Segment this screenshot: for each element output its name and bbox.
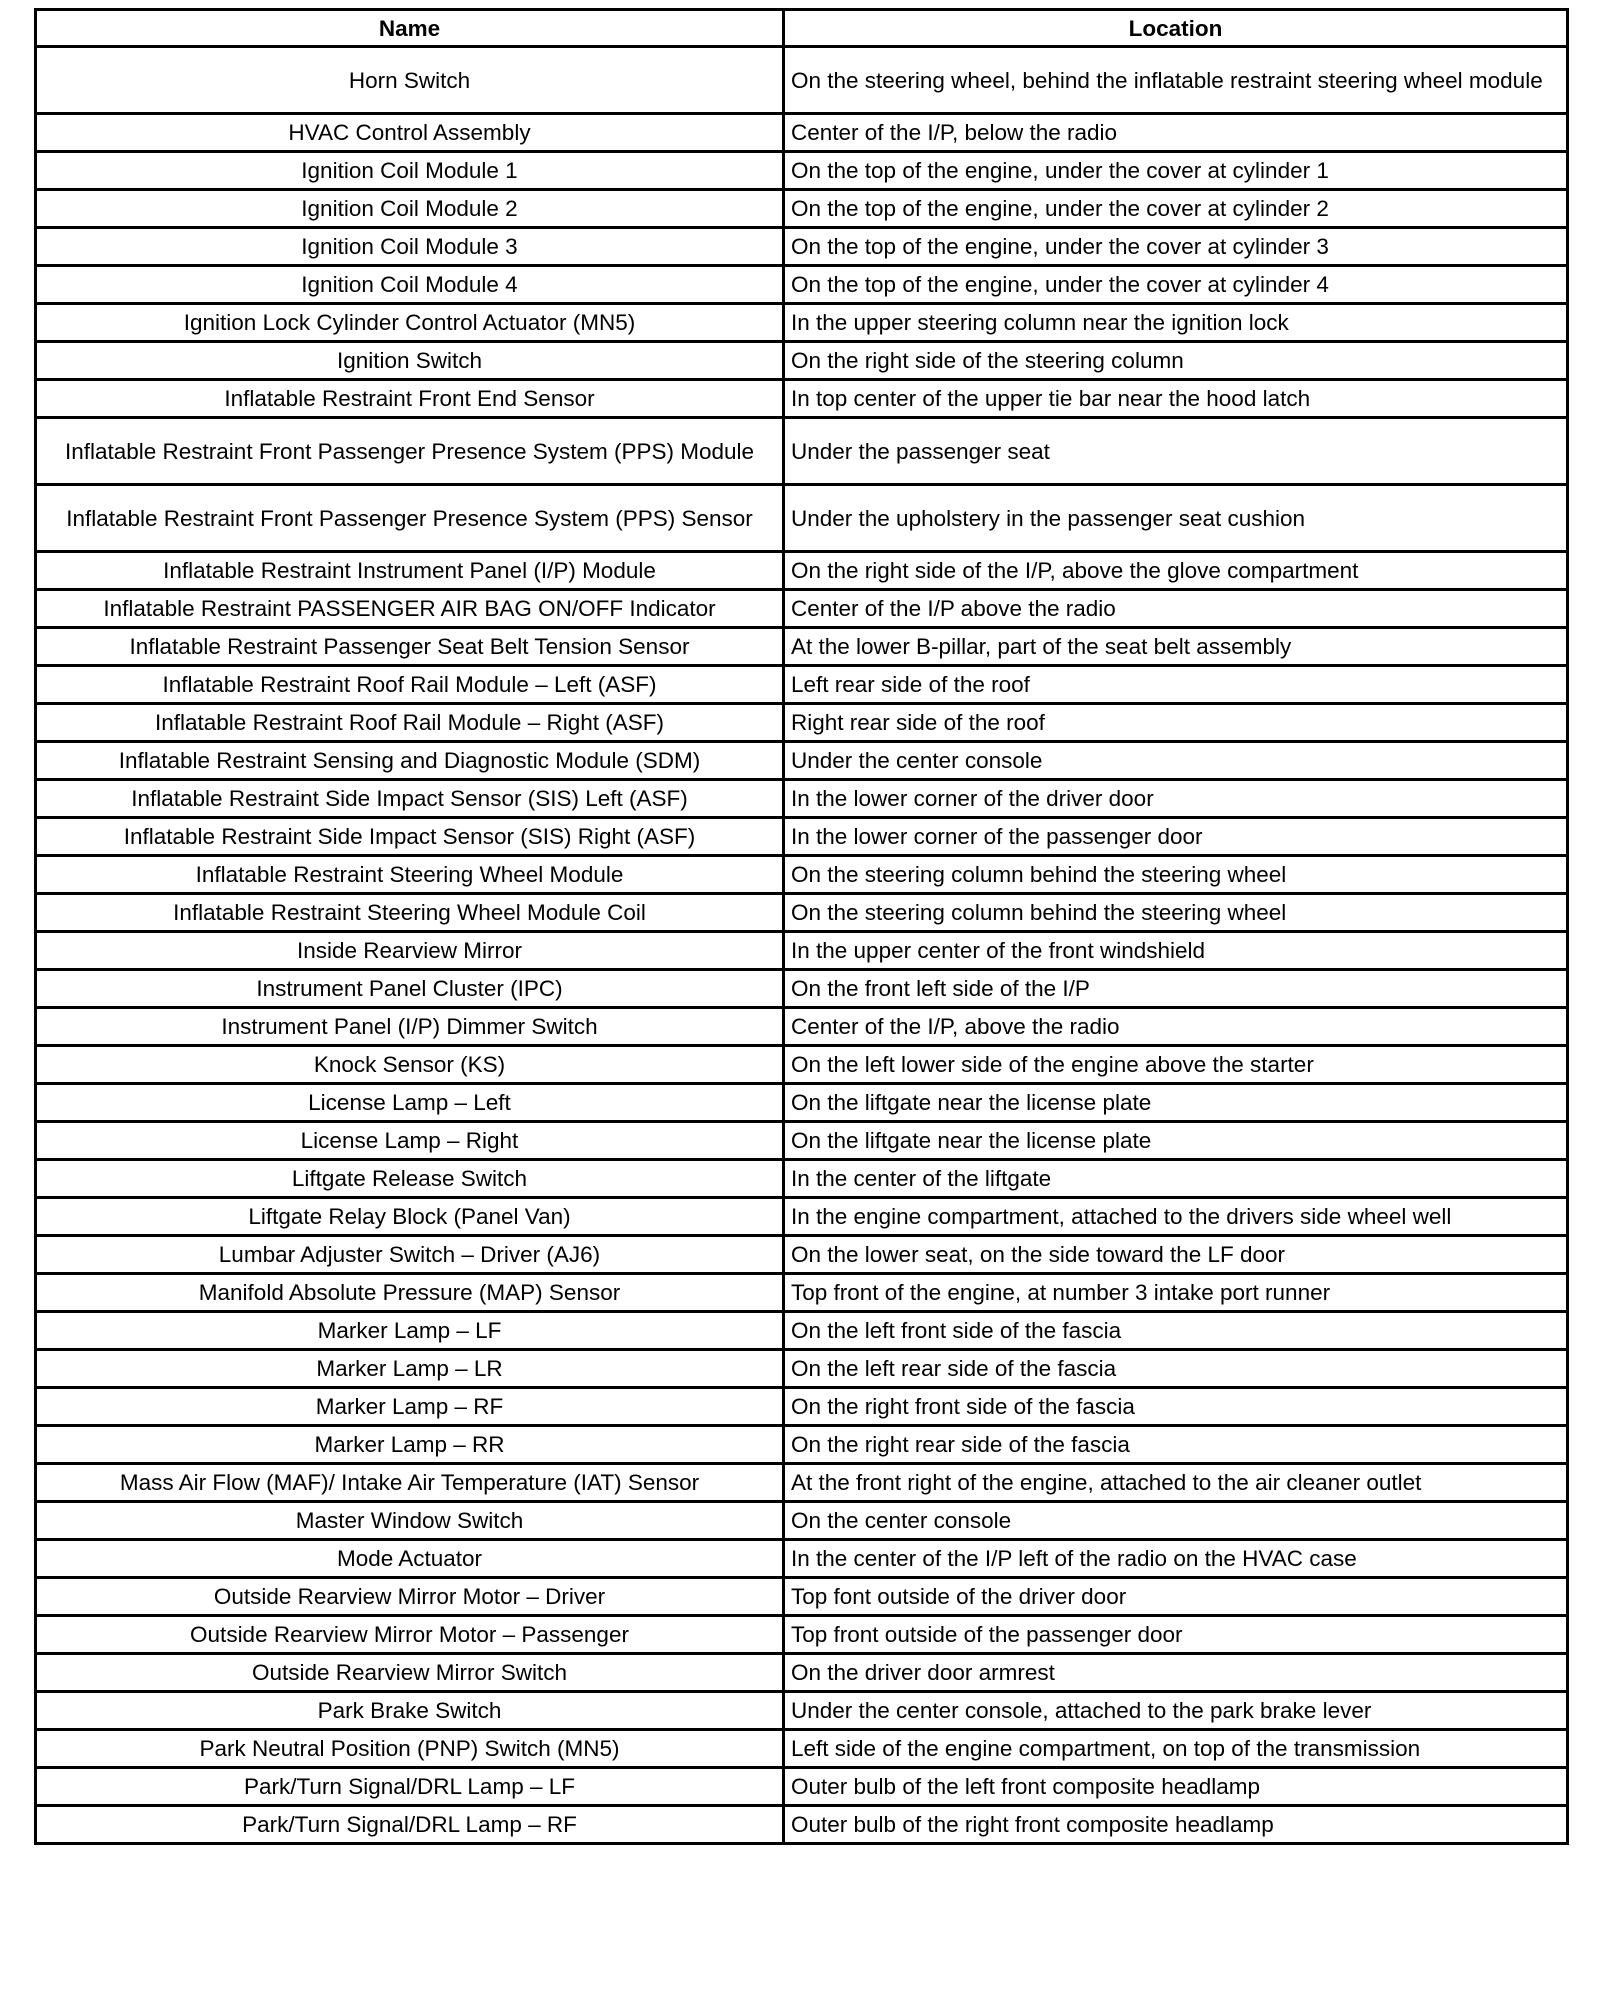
- table-row: [36, 1198, 1568, 1236]
- component-name-cell: Inflatable Restraint Instrument Panel (I/P) Module: [36, 552, 784, 590]
- component-location-cell: Top front of the engine, at number 3 intake port runner: [784, 1274, 1568, 1312]
- component-name-cell: Liftgate Release Switch: [36, 1160, 784, 1198]
- table-row: [36, 418, 1568, 485]
- table-row: [36, 1236, 1568, 1274]
- header-row: [36, 10, 1568, 47]
- table-row: [36, 485, 1568, 552]
- component-location-cell: Top font outside of the driver door: [784, 1578, 1568, 1616]
- component-name-cell: Inflatable Restraint Steering Wheel Module Coil: [36, 894, 784, 932]
- component-location-cell: On the left front side of the fascia: [784, 1312, 1568, 1350]
- component-name-cell: License Lamp – Right: [36, 1122, 784, 1160]
- table-row: [36, 1768, 1568, 1806]
- component-location-cell: Center of the I/P, below the radio: [784, 114, 1568, 152]
- table-row: [36, 1388, 1568, 1426]
- component-name-cell: Park/Turn Signal/DRL Lamp – LF: [36, 1768, 784, 1806]
- table-row: [36, 970, 1568, 1008]
- table-row: [36, 742, 1568, 780]
- component-location-cell: Top front outside of the passenger door: [784, 1616, 1568, 1654]
- table-row: [36, 894, 1568, 932]
- component-location-cell: In top center of the upper tie bar near the hood latch: [784, 380, 1568, 418]
- component-location-cell: In the center of the I/P left of the radio on the HVAC case: [784, 1540, 1568, 1578]
- component-name-cell: Inflatable Restraint Side Impact Sensor (SIS) Left (ASF): [36, 780, 784, 818]
- component-name-cell: Marker Lamp – RR: [36, 1426, 784, 1464]
- component-name-cell: Manifold Absolute Pressure (MAP) Sensor: [36, 1274, 784, 1312]
- document-page: [34, 8, 1566, 1845]
- table-row: [36, 1654, 1568, 1692]
- table-body: [36, 47, 1568, 1844]
- component-location-cell: On the steering column behind the steering wheel: [784, 856, 1568, 894]
- component-name-cell: Inflatable Restraint Front Passenger Presence System (PPS) Sensor: [36, 485, 784, 552]
- component-location-cell: On the top of the engine, under the cover at cylinder 1: [784, 152, 1568, 190]
- table-row: [36, 1046, 1568, 1084]
- table-row: [36, 152, 1568, 190]
- component-name-cell: Ignition Coil Module 2: [36, 190, 784, 228]
- component-location-cell: Outer bulb of the left front composite headlamp: [784, 1768, 1568, 1806]
- table-row: [36, 342, 1568, 380]
- component-location-cell: On the center console: [784, 1502, 1568, 1540]
- component-location-cell: At the lower B-pillar, part of the seat belt assembly: [784, 628, 1568, 666]
- component-location-cell: Under the center console: [784, 742, 1568, 780]
- component-name-cell: Outside Rearview Mirror Switch: [36, 1654, 784, 1692]
- component-name-cell: Instrument Panel (I/P) Dimmer Switch: [36, 1008, 784, 1046]
- component-location-cell: On the liftgate near the license plate: [784, 1084, 1568, 1122]
- component-location-cell: In the lower corner of the passenger door: [784, 818, 1568, 856]
- component-location-cell: In the upper center of the front windshield: [784, 932, 1568, 970]
- component-location-cell: Right rear side of the roof: [784, 704, 1568, 742]
- component-name-cell: Inflatable Restraint Sensing and Diagnostic Module (SDM): [36, 742, 784, 780]
- component-location-cell: On the left lower side of the engine above the starter: [784, 1046, 1568, 1084]
- table-row: [36, 304, 1568, 342]
- table-row: [36, 552, 1568, 590]
- component-location-cell: In the engine compartment, attached to the drivers side wheel well: [784, 1198, 1568, 1236]
- component-name-cell: Inflatable Restraint Side Impact Sensor (SIS) Right (ASF): [36, 818, 784, 856]
- component-name-cell: Marker Lamp – LR: [36, 1350, 784, 1388]
- component-name-cell: Inflatable Restraint Roof Rail Module – Left (ASF): [36, 666, 784, 704]
- table-row: [36, 818, 1568, 856]
- component-name-cell: Park/Turn Signal/DRL Lamp – RF: [36, 1806, 784, 1844]
- table-header: [36, 10, 1568, 47]
- table-row: [36, 1160, 1568, 1198]
- table-row: [36, 1122, 1568, 1160]
- table-row: [36, 666, 1568, 704]
- component-location-cell: On the top of the engine, under the cover at cylinder 4: [784, 266, 1568, 304]
- component-name-cell: Horn Switch: [36, 47, 784, 114]
- table-row: [36, 380, 1568, 418]
- component-name-cell: Ignition Coil Module 4: [36, 266, 784, 304]
- table-row: [36, 1692, 1568, 1730]
- table-row: [36, 1426, 1568, 1464]
- table-row: [36, 932, 1568, 970]
- table-row: [36, 1578, 1568, 1616]
- table-row: [36, 1350, 1568, 1388]
- component-location-cell: Left rear side of the roof: [784, 666, 1568, 704]
- table-row: [36, 1502, 1568, 1540]
- component-location-cell: On the right rear side of the fascia: [784, 1426, 1568, 1464]
- table-row: [36, 1730, 1568, 1768]
- component-name-cell: Inflatable Restraint Passenger Seat Belt Tension Sensor: [36, 628, 784, 666]
- component-name-cell: Inside Rearview Mirror: [36, 932, 784, 970]
- component-location-cell: Center of the I/P above the radio: [784, 590, 1568, 628]
- component-name-cell: Outside Rearview Mirror Motor – Driver: [36, 1578, 784, 1616]
- component-name-cell: Lumbar Adjuster Switch – Driver (AJ6): [36, 1236, 784, 1274]
- component-location-cell: On the liftgate near the license plate: [784, 1122, 1568, 1160]
- table-row: [36, 856, 1568, 894]
- component-location-cell: Center of the I/P, above the radio: [784, 1008, 1568, 1046]
- component-location-cell: On the driver door armrest: [784, 1654, 1568, 1692]
- component-name-cell: Marker Lamp – LF: [36, 1312, 784, 1350]
- table-row: [36, 228, 1568, 266]
- table-row: [36, 628, 1568, 666]
- component-location-cell: On the right front side of the fascia: [784, 1388, 1568, 1426]
- component-location-cell: On the steering column behind the steering wheel: [784, 894, 1568, 932]
- component-location-cell: On the steering wheel, behind the inflatable restraint steering wheel module: [784, 47, 1568, 114]
- table-row: [36, 1084, 1568, 1122]
- table-row: [36, 1008, 1568, 1046]
- component-name-cell: Outside Rearview Mirror Motor – Passenger: [36, 1616, 784, 1654]
- component-location-cell: On the right side of the steering column: [784, 342, 1568, 380]
- component-name-cell: Mode Actuator: [36, 1540, 784, 1578]
- table-row: [36, 780, 1568, 818]
- component-name-cell: Inflatable Restraint Front End Sensor: [36, 380, 784, 418]
- component-location-cell: On the front left side of the I/P: [784, 970, 1568, 1008]
- component-name-cell: Park Brake Switch: [36, 1692, 784, 1730]
- component-location-cell: On the top of the engine, under the cover at cylinder 2: [784, 190, 1568, 228]
- component-location-cell: Under the passenger seat: [784, 418, 1568, 485]
- component-location-cell: Under the upholstery in the passenger seat cushion: [784, 485, 1568, 552]
- component-location-cell: On the right side of the I/P, above the glove compartment: [784, 552, 1568, 590]
- component-name-cell: Master Window Switch: [36, 1502, 784, 1540]
- location-column-header: Location: [784, 10, 1568, 47]
- component-name-cell: Liftgate Relay Block (Panel Van): [36, 1198, 784, 1236]
- component-location-cell: In the upper steering column near the ignition lock: [784, 304, 1568, 342]
- table-row: [36, 47, 1568, 114]
- component-name-cell: Marker Lamp – RF: [36, 1388, 784, 1426]
- component-name-cell: HVAC Control Assembly: [36, 114, 784, 152]
- table-row: [36, 1274, 1568, 1312]
- component-name-cell: Inflatable Restraint Steering Wheel Module: [36, 856, 784, 894]
- component-location-table: [34, 8, 1569, 1845]
- component-location-cell: At the front right of the engine, attached to the air cleaner outlet: [784, 1464, 1568, 1502]
- component-name-cell: Mass Air Flow (MAF)/ Intake Air Temperature (IAT) Sensor: [36, 1464, 784, 1502]
- component-location-cell: On the top of the engine, under the cover at cylinder 3: [784, 228, 1568, 266]
- component-location-cell: In the center of the liftgate: [784, 1160, 1568, 1198]
- table-row: [36, 1540, 1568, 1578]
- table-row: [36, 1464, 1568, 1502]
- table-row: [36, 266, 1568, 304]
- table-row: [36, 190, 1568, 228]
- component-name-cell: Ignition Lock Cylinder Control Actuator (MN5): [36, 304, 784, 342]
- table-row: [36, 704, 1568, 742]
- name-column-header: Name: [36, 10, 784, 47]
- component-name-cell: Inflatable Restraint Roof Rail Module – Right (ASF): [36, 704, 784, 742]
- component-location-cell: Under the center console, attached to the park brake lever: [784, 1692, 1568, 1730]
- table-row: [36, 1616, 1568, 1654]
- component-name-cell: Ignition Switch: [36, 342, 784, 380]
- component-name-cell: Knock Sensor (KS): [36, 1046, 784, 1084]
- table-row: [36, 590, 1568, 628]
- table-row: [36, 1806, 1568, 1844]
- component-name-cell: Ignition Coil Module 3: [36, 228, 784, 266]
- component-name-cell: Ignition Coil Module 1: [36, 152, 784, 190]
- component-name-cell: Instrument Panel Cluster (IPC): [36, 970, 784, 1008]
- component-location-cell: On the left rear side of the fascia: [784, 1350, 1568, 1388]
- component-name-cell: Inflatable Restraint PASSENGER AIR BAG ON/OFF Indicator: [36, 590, 784, 628]
- component-name-cell: Park Neutral Position (PNP) Switch (MN5): [36, 1730, 784, 1768]
- component-location-cell: Outer bulb of the right front composite headlamp: [784, 1806, 1568, 1844]
- component-location-cell: Left side of the engine compartment, on top of the transmission: [784, 1730, 1568, 1768]
- component-name-cell: License Lamp – Left: [36, 1084, 784, 1122]
- component-location-cell: On the lower seat, on the side toward the LF door: [784, 1236, 1568, 1274]
- table-row: [36, 114, 1568, 152]
- table-row: [36, 1312, 1568, 1350]
- component-name-cell: Inflatable Restraint Front Passenger Presence System (PPS) Module: [36, 418, 784, 485]
- component-location-cell: In the lower corner of the driver door: [784, 780, 1568, 818]
